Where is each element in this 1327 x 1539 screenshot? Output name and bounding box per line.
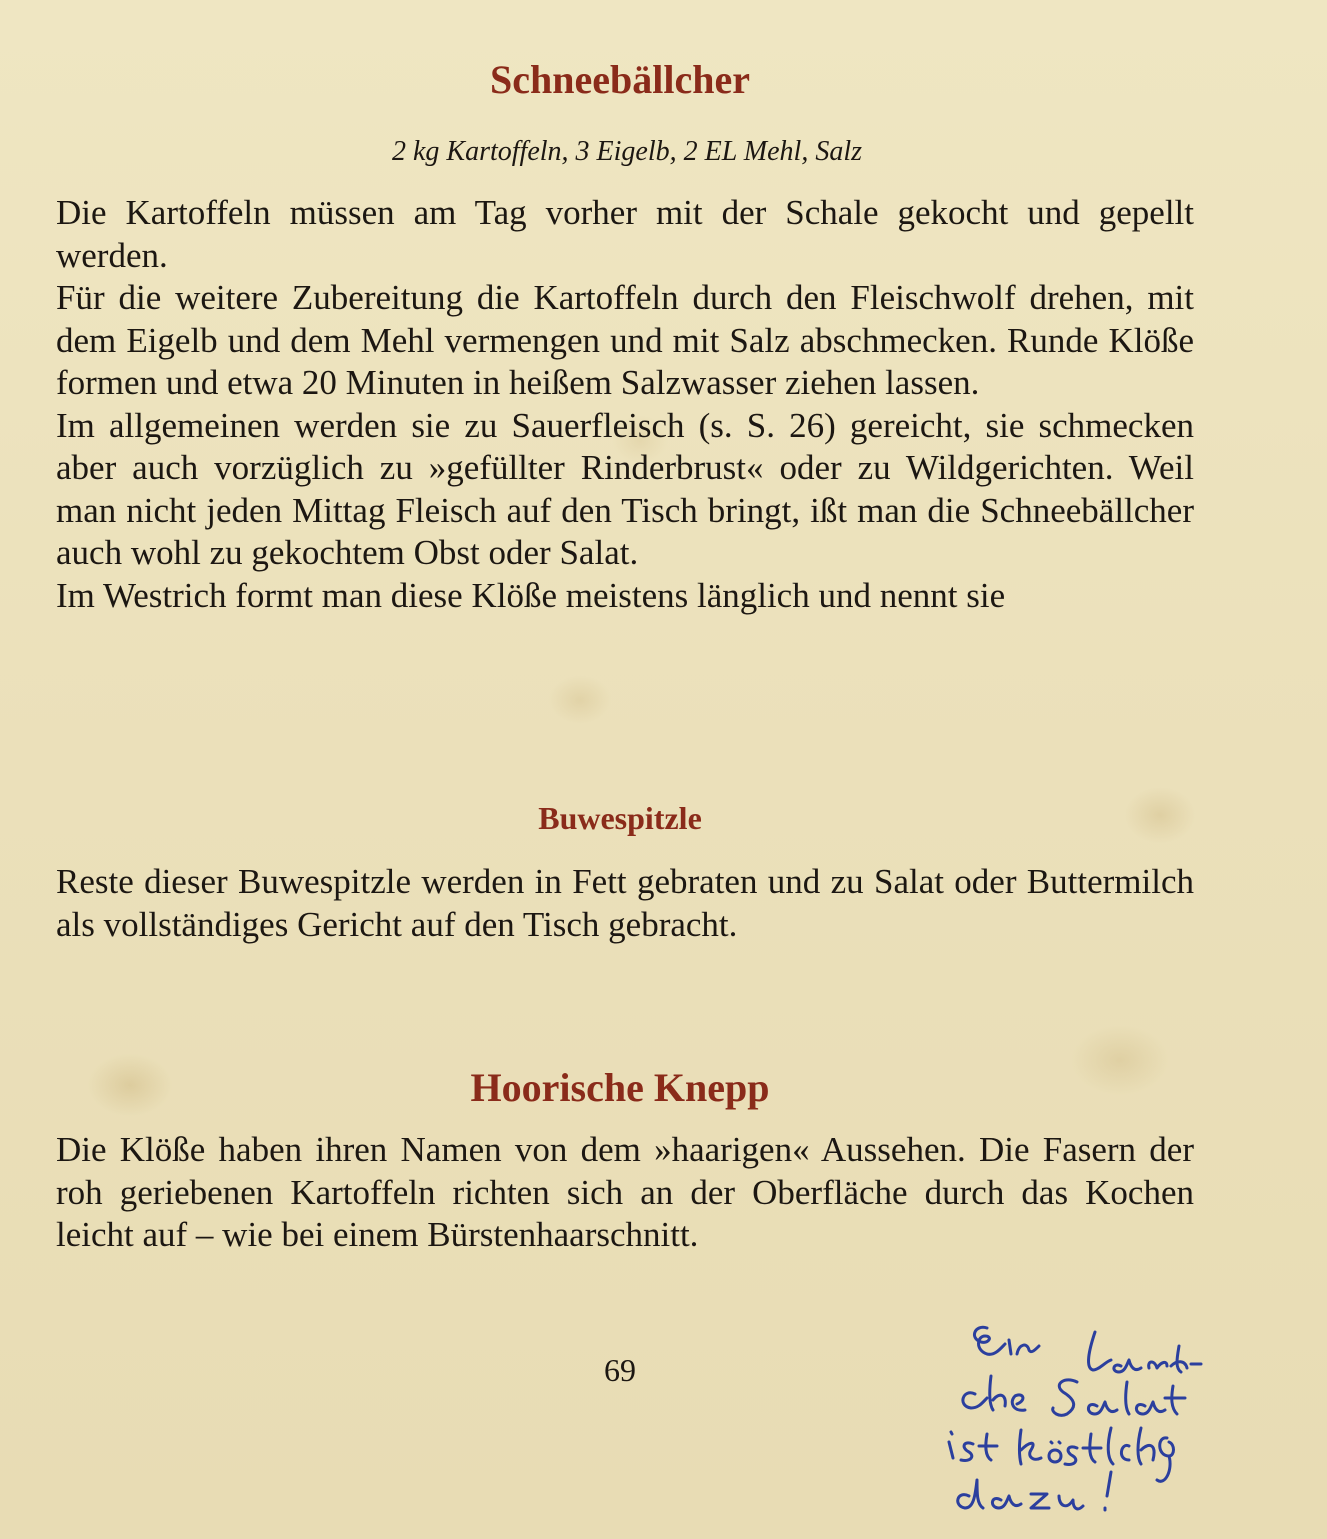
- recipe-title-hoorische-knepp: Hoorische Knepp: [470, 1065, 770, 1110]
- recipe-body-hoorische-knepp: [56, 1129, 1194, 1257]
- recipe-title-buwespitzle: Buwespitzle: [538, 800, 702, 836]
- recipe-body-buwespitzle: [56, 861, 1194, 946]
- handwritten-note: [935, 1310, 1215, 1530]
- paragraph: Die Kartoffeln müssen am Tag vorher mit der Schale gekocht und gepellt werden.: [56, 193, 1194, 275]
- recipe-title-schneeballcher: Schneebällcher: [490, 57, 750, 102]
- recipe-body-schneeballcher: [56, 192, 1194, 617]
- paragraph: Reste dieser Buwespitzle werden in Fett gebraten und zu Salat oder Buttermilch als vollständiges Gericht auf den Tisch gebracht.: [56, 862, 1194, 944]
- paragraph: Im Westrich formt man diese Klöße meistens länglich und nennt sie: [56, 575, 1006, 615]
- page-number: 69: [604, 1352, 636, 1388]
- ingredients-line: 2 kg Kartoffeln, 3 Eigelb, 2 EL Mehl, Salz: [391, 136, 862, 167]
- paragraph: Die Klöße haben ihren Namen von dem »haarigen« Aussehen. Die Fasern der roh geriebenen Kartoffeln richten sich an der Oberfläche durch das Kochen leicht auf – wie bei einem Bürstenhaarschnitt.: [56, 1130, 1194, 1254]
- paragraph: Im allgemeinen werden sie zu Sauerfleisch (s. S. 26) gereicht, sie schmecken aber auch vorzüglich zu »gefüllter Rinderbrust« oder zu Wildgerichten. Weil man nicht jeden Mittag Fleisch auf den Tisch bringt, ißt man die Schneebällcher auch wohl zu gekochtem Obst oder Salat.: [56, 405, 1194, 572]
- paragraph: Für die weitere Zubereitung die Kartoffeln durch den Fleischwolf drehen, mit dem Eigelb und dem Mehl vermengen und mit Salz abschmecken. Runde Klöße formen und etwa 20 Minuten in heißem Salzwasser ziehen lassen.: [56, 278, 1194, 402]
